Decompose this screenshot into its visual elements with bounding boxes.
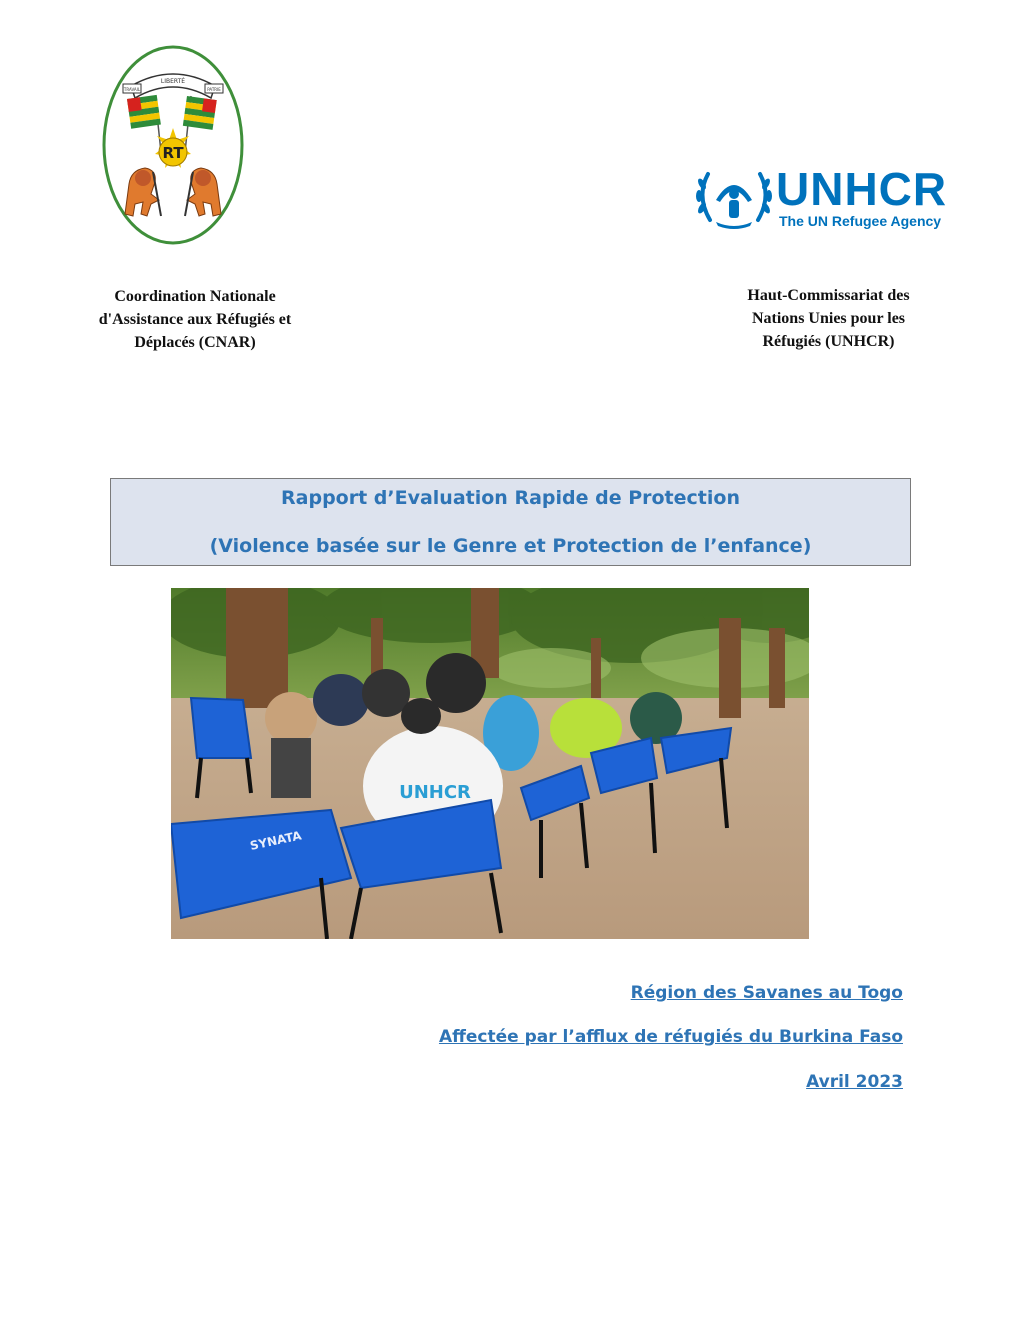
- unhcr-org-line: Nations Unies pour les: [751, 310, 906, 327]
- unhcr-org-line: Réfugiés (UNHCR): [762, 333, 895, 350]
- emblem-initials: RT: [162, 144, 184, 162]
- unhcr-logo: [694, 164, 964, 234]
- cnar-org-name: [70, 285, 320, 354]
- cnar-line: Coordination Nationale: [114, 288, 276, 305]
- unhcr-tagline: The UN Refugee Agency: [779, 213, 942, 229]
- cnar-line: Déplacés (CNAR): [134, 334, 256, 351]
- photo-shirt-print: UNHCR: [399, 782, 471, 803]
- unhcr-org-line: Haut-Commissariat des: [747, 287, 910, 304]
- cover-photo: [171, 588, 809, 939]
- emblem-right-banner-text: PATRIE: [207, 87, 221, 92]
- photo-chair-print: SYNATA: [248, 828, 303, 853]
- togo-emblem-logo: [101, 44, 245, 246]
- report-title-box: [110, 478, 911, 566]
- unhcr-org-name: [706, 284, 951, 353]
- unhcr-laurel-icon: [694, 164, 774, 230]
- affected-link[interactable]: Affectée par l’afflux de réfugiés du Burkina Faso: [438, 1027, 903, 1047]
- cnar-line: d'Assistance aux Réfugiés et: [98, 311, 292, 328]
- emblem-banner-text: LIBERTÉ: [160, 78, 186, 85]
- emblem-left-banner-text: TRAVAIL: [123, 87, 141, 92]
- report-subtitle: (Violence basée sur le Genre et Protection de l’enfance): [209, 535, 812, 557]
- unhcr-wordmark: UNHCR: [776, 163, 948, 215]
- date-link[interactable]: Avril 2023: [806, 1072, 903, 1092]
- region-link[interactable]: Région des Savanes au Togo: [630, 983, 903, 1003]
- report-title: Rapport d’Evaluation Rapide de Protection: [281, 487, 740, 509]
